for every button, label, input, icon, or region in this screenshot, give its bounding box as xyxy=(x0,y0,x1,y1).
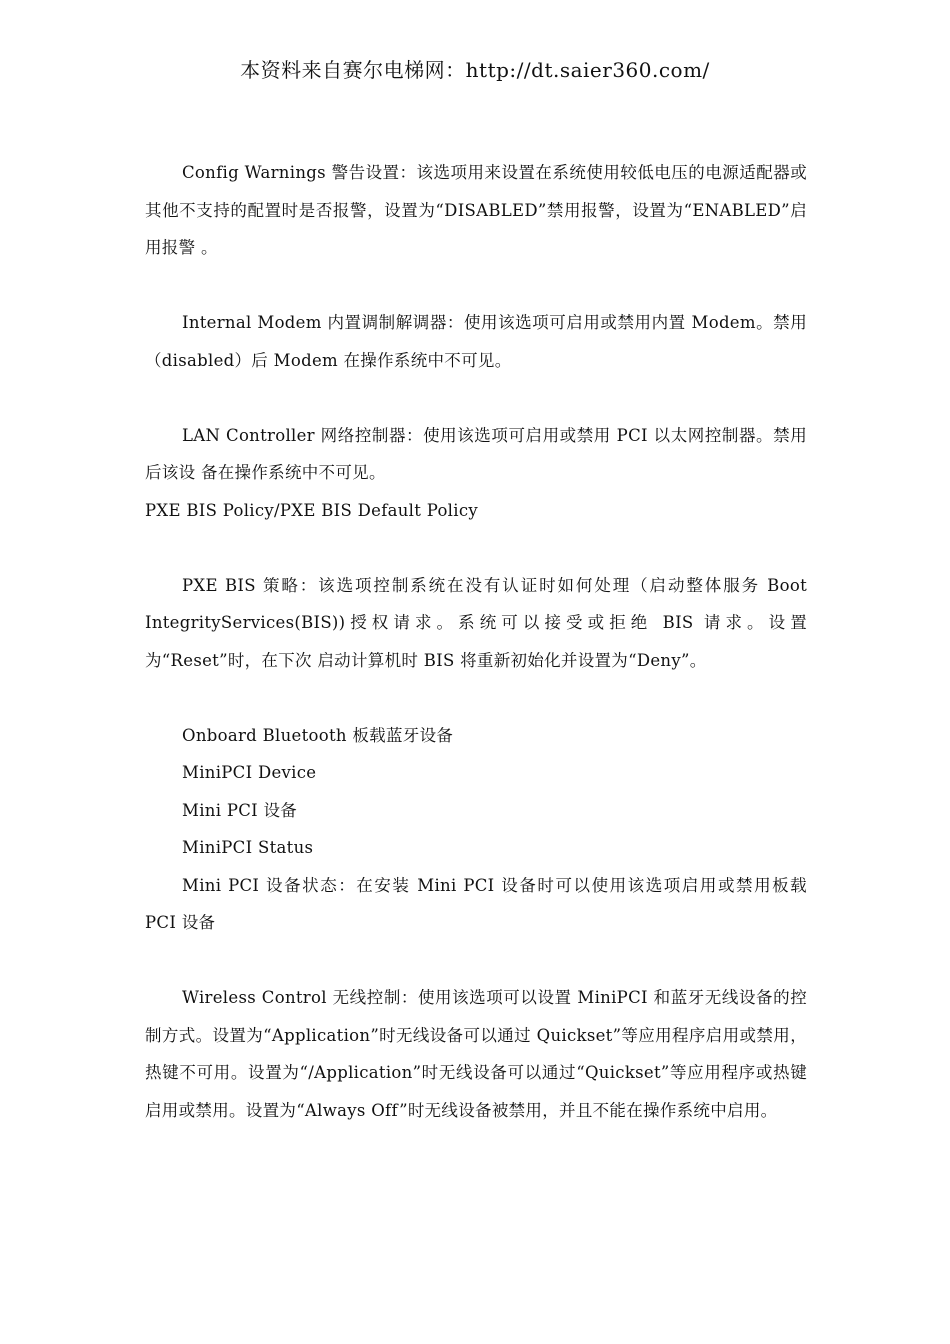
document-body xyxy=(145,154,807,1129)
heading-pxe-bis-policy: PXE BIS Policy/PXE BIS Default Policy xyxy=(145,500,479,520)
item-mini-pci-device-cn: Mini PCI 设备 xyxy=(182,800,298,820)
paragraph-pxe-bis: PXE BIS 策略：该选项控制系统在没有认证时如何处理（启动整体服务 Boot IntegrityServices(BIS))授权请求。系统可以接受或拒绝 BIS 请求。设置为“Reset”时，在下次 启动计算机时 BIS 将重新初始化并设置为“Deny”。 xyxy=(145,575,807,670)
paragraph-minipci-status-desc: Mini PCI 设备状态：在安装 Mini PCI 设备时可以使用该选项启用或禁用板载 PCI 设备 xyxy=(145,875,807,932)
paragraph-spacer xyxy=(145,942,807,980)
item-minipci-device: MiniPCI Device xyxy=(182,763,317,782)
paragraph-config-warnings: Config Warnings 警告设置：该选项用来设置在系统使用较低电压的电源适配器或其他不支持的配置时是否报警，设置为“DISABLED”禁用报警，设置为“ENABLED”启用报警 。 xyxy=(145,163,807,257)
item-onboard-bluetooth: Onboard Bluetooth 板载蓝牙设备 xyxy=(182,725,454,745)
paragraph-spacer xyxy=(145,679,807,717)
paragraph-spacer xyxy=(145,529,807,567)
paragraph-spacer xyxy=(145,267,807,305)
item-minipci-status: MiniPCI Status xyxy=(182,838,314,857)
source-header: 本资料来自赛尔电梯网：http://dt.saier360.com/ xyxy=(240,58,710,82)
paragraph-spacer xyxy=(145,379,807,417)
paragraph-lan-controller: LAN Controller 网络控制器：使用该选项可启用或禁用 PCI 以太网控制器。禁用后该设 备在操作系统中不可见。 xyxy=(145,425,807,482)
paragraph-wireless-control: Wireless Control 无线控制：使用该选项可以设置 MiniPCI 和蓝牙无线设备的控制方式。设置为“Application”时无线设备可以通过 Quickset”等应用程序启用或禁用，热键不可用。设置为“/Application”时无线设备可以通过“Quickset”等应用程序或热键启用或禁用。设置为“Always Off”时无线设备被禁用，并且不能在操作系统中启用。 xyxy=(145,988,807,1120)
paragraph-internal-modem: Internal Modem 内置调制解调器：使用该选项可启用或禁用内置 Modem。禁用（disabled）后 Modem 在操作系统中不可见。 xyxy=(145,313,807,370)
